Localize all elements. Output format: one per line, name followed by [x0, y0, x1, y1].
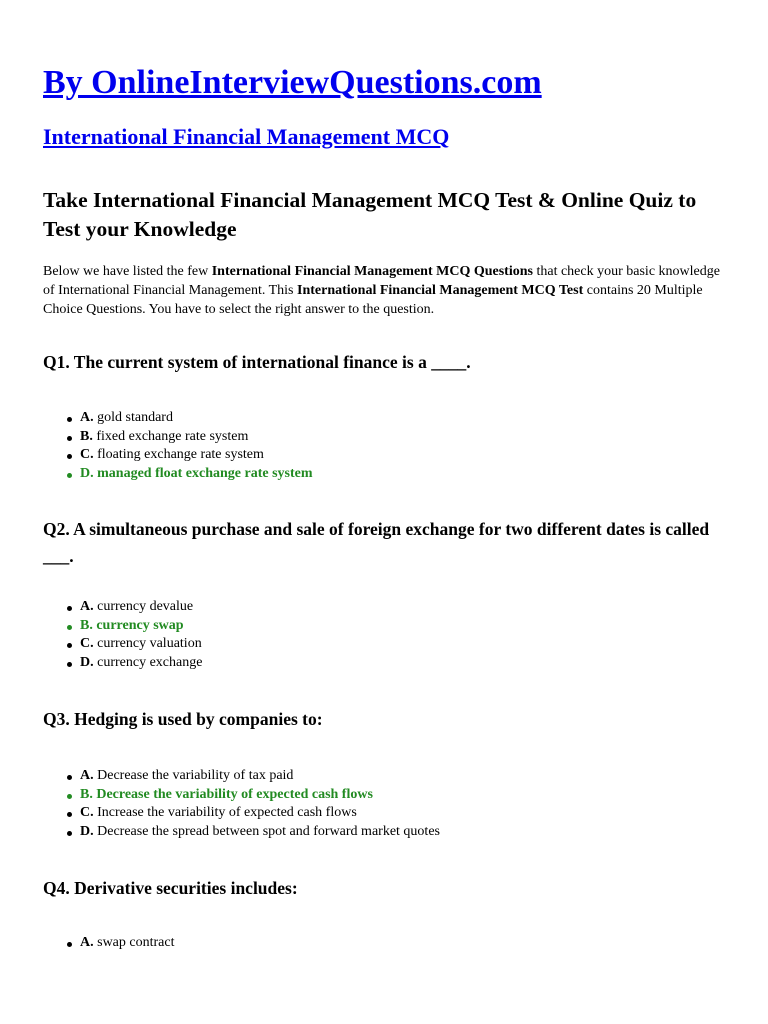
option-text: gold standard	[97, 410, 173, 425]
option-text: currency devalue	[97, 599, 194, 614]
option-text: currency swap	[96, 617, 184, 633]
option-b[interactable]	[43, 428, 313, 447]
site-link[interactable]: By OnlineInterviewQuestions.com	[43, 64, 542, 101]
option-text: currency exchange	[97, 654, 203, 670]
option-letter: B.	[80, 428, 93, 444]
option-c[interactable]	[43, 635, 202, 654]
question-1: Q1. The current system of international finance is a ____.	[43, 352, 471, 372]
option-letter: C.	[80, 636, 94, 651]
question-3: Q3. Hedging is used by companies to:	[43, 709, 323, 729]
option-text: fixed exchange rate system	[96, 428, 249, 444]
option-text: swap contract	[97, 935, 175, 950]
intro-paragraph	[43, 262, 733, 319]
option-a[interactable]	[43, 934, 174, 953]
topic-link[interactable]: International Financial Management MCQ	[43, 124, 450, 149]
question-2: Q2. A simultaneous purchase and sale of foreign exchange for two different dates is called ___.	[43, 519, 710, 566]
option-d[interactable]	[43, 823, 440, 842]
option-letter: C.	[80, 447, 94, 462]
option-c[interactable]	[43, 804, 440, 823]
option-b[interactable]	[43, 786, 440, 805]
option-text: Increase the variability of expected cash flows	[97, 805, 357, 820]
option-letter: D.	[80, 654, 94, 670]
question-3-options	[43, 767, 440, 841]
option-text: managed float exchange rate system	[97, 465, 313, 481]
option-text: floating exchange rate system	[97, 447, 264, 462]
question-2-options	[43, 598, 202, 672]
option-text: currency valuation	[97, 636, 202, 651]
option-letter: A.	[80, 599, 94, 614]
option-letter: B.	[80, 786, 93, 802]
option-a[interactable]	[43, 409, 313, 428]
option-text: Decrease the spread between spot and forward market quotes	[97, 823, 440, 839]
intro-text-3: contains 20 Multiple Choice Questions. You have to select the right answer to the question.	[43, 283, 703, 317]
option-letter: A.	[80, 768, 94, 783]
option-letter: B.	[80, 617, 93, 633]
option-a[interactable]	[43, 598, 202, 617]
option-letter: A.	[80, 935, 94, 950]
question-4-options	[43, 934, 174, 953]
question-1-options	[43, 409, 313, 483]
option-letter: C.	[80, 805, 94, 820]
option-letter: D.	[80, 823, 94, 839]
intro-bold-1: International Financial Management MCQ Questions	[211, 264, 533, 279]
option-d[interactable]	[43, 465, 313, 484]
option-letter: D.	[80, 465, 94, 481]
option-d[interactable]	[43, 654, 202, 673]
intro-text-1: Below we have listed the few	[43, 264, 212, 279]
intro-bold-2: International Financial Management MCQ Test	[297, 283, 584, 298]
option-text: Decrease the variability of tax paid	[97, 768, 294, 783]
option-text: Decrease the variability of expected cash flows	[96, 786, 373, 802]
option-c[interactable]	[43, 446, 313, 465]
option-a[interactable]	[43, 767, 440, 786]
option-letter: A.	[80, 410, 94, 425]
option-b[interactable]	[43, 617, 202, 636]
question-4: Q4. Derivative securities includes:	[43, 878, 298, 898]
intro-text-2: that check your basic knowledge of International Financial Management. This	[43, 264, 720, 298]
page-heading: Take International Financial Management MCQ Test & Online Quiz to Test your Knowledge	[43, 188, 697, 241]
